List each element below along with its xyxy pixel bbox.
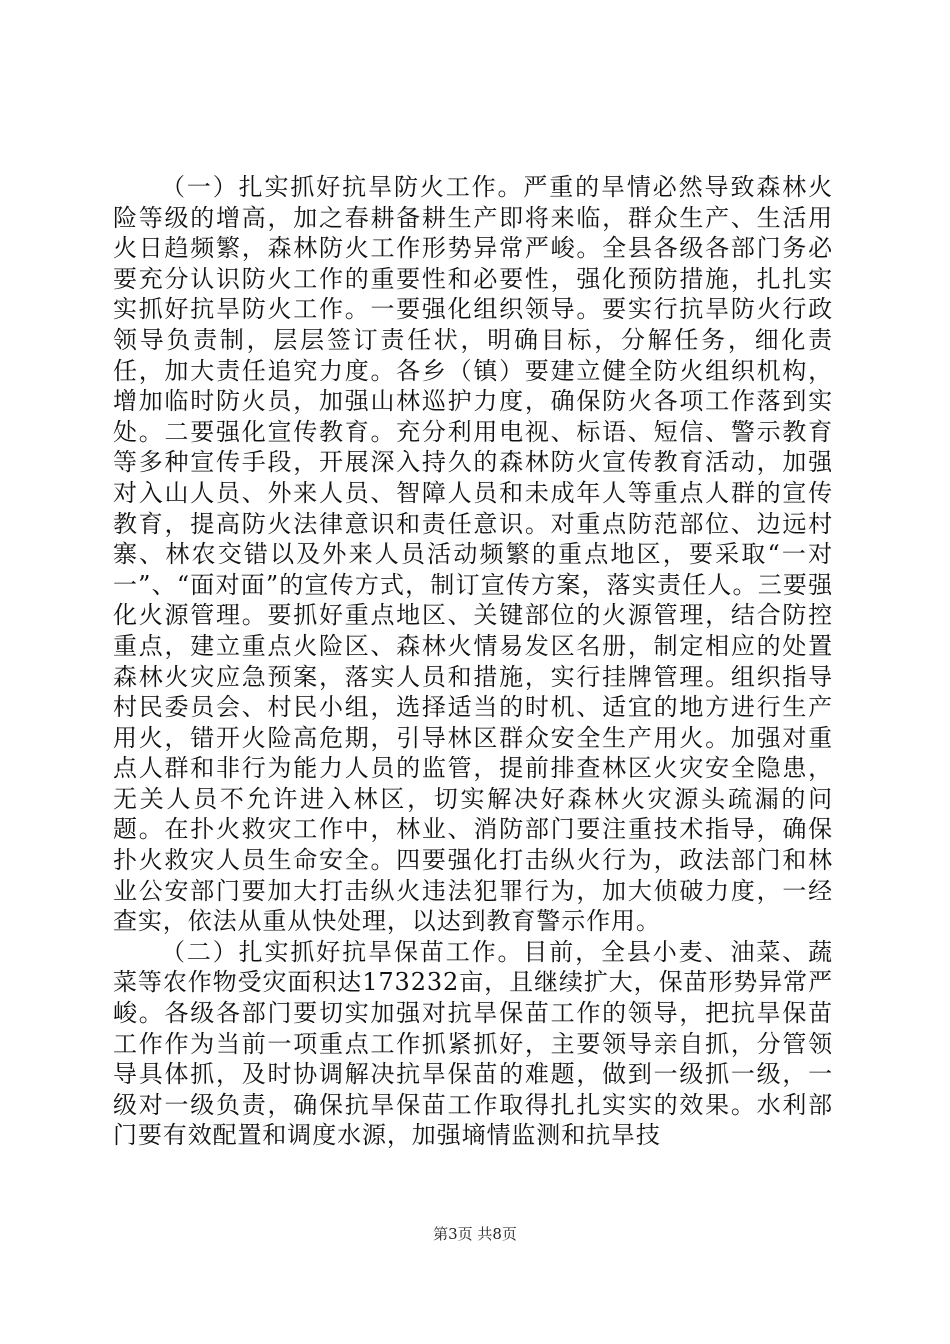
page-footer: [0, 1224, 950, 1244]
page-number: 第3页 共8页: [433, 1225, 517, 1243]
document-body: [113, 172, 833, 1151]
paragraph-seedling-protection: （二）扎实抓好抗旱保苗工作。目前，全县小麦、油菜、蔬菜等农作物受灾面积达173232亩，且继续扩大，保苗形势异常严峻。各级各部门要切实加强对抗旱保苗工作的领导，把抗旱保苗工作作为当前一项重点工作抓紧抓好，主要领导亲自抓，分管领导具体抓，及时协调解决抗旱保苗的难题，做到一级抓一级，一级对一级负责，确保抗旱保苗工作取得扎扎实实的效果。水利部门要有效配置和调度水源，加强墒情监测和抗旱技: [113, 937, 833, 1150]
paragraph-fire-prevention: （一）扎实抓好抗旱防火工作。严重的旱情必然导致森林火险等级的增高，加之春耕备耕生产即将来临，群众生产、生活用火日趋频繁，森林防火工作形势异常严峻。全县各级各部门务必要充分认识防火工作的重要性和必要性，强化预防措施，扎扎实实抓好抗旱防火工作。一要强化组织领导。要实行抗旱防火行政领导负责制，层层签订责任状，明确目标，分解任务，细化责任，加大责任追究力度。各乡（镇）要建立健全防火组织机构，增加临时防火员，加强山林巡护力度，确保防火各项工作落到实处。二要强化宣传教育。充分利用电视、标语、短信、警示教育等多种宣传手段，开展深入持久的森林防火宣传教育活动，加强对入山人员、外来人员、智障人员和未成年人等重点人群的宣传教育，提高防火法律意识和责任意识。对重点防范部位、边远村寨、林农交错以及外来人员活动频繁的重点地区，要采取“一对一”、“面对面”的宣传方式，制订宣传方案，落实责任人。三要强化火源管理。要抓好重点地区、关键部位的火源管理，结合防控重点，建立重点火险区、森林火情易发区名册，制定相应的处置森林火灾应急预案，落实人员和措施，实行挂牌管理。组织指导村民委员会、村民小组，选择适当的时机、适宜的地方进行生产用火，错开火险高危期，引导林区群众安全生产用火。加强对重点人群和非行为能力人员的监管，提前排查林区火灾安全隐患，无关人员不允许进入林区，切实解决好森林火灾源头疏漏的问题。在扑火救灾工作中，林业、消防部门要注重技术指导，确保扑火救灾人员生命安全。四要强化打击纵火行为，政法部门和林业公安部门要加大打击纵火违法犯罪行为，加大侦破力度，一经查实，依法从重从快处理，以达到教育警示作用。: [113, 173, 833, 936]
